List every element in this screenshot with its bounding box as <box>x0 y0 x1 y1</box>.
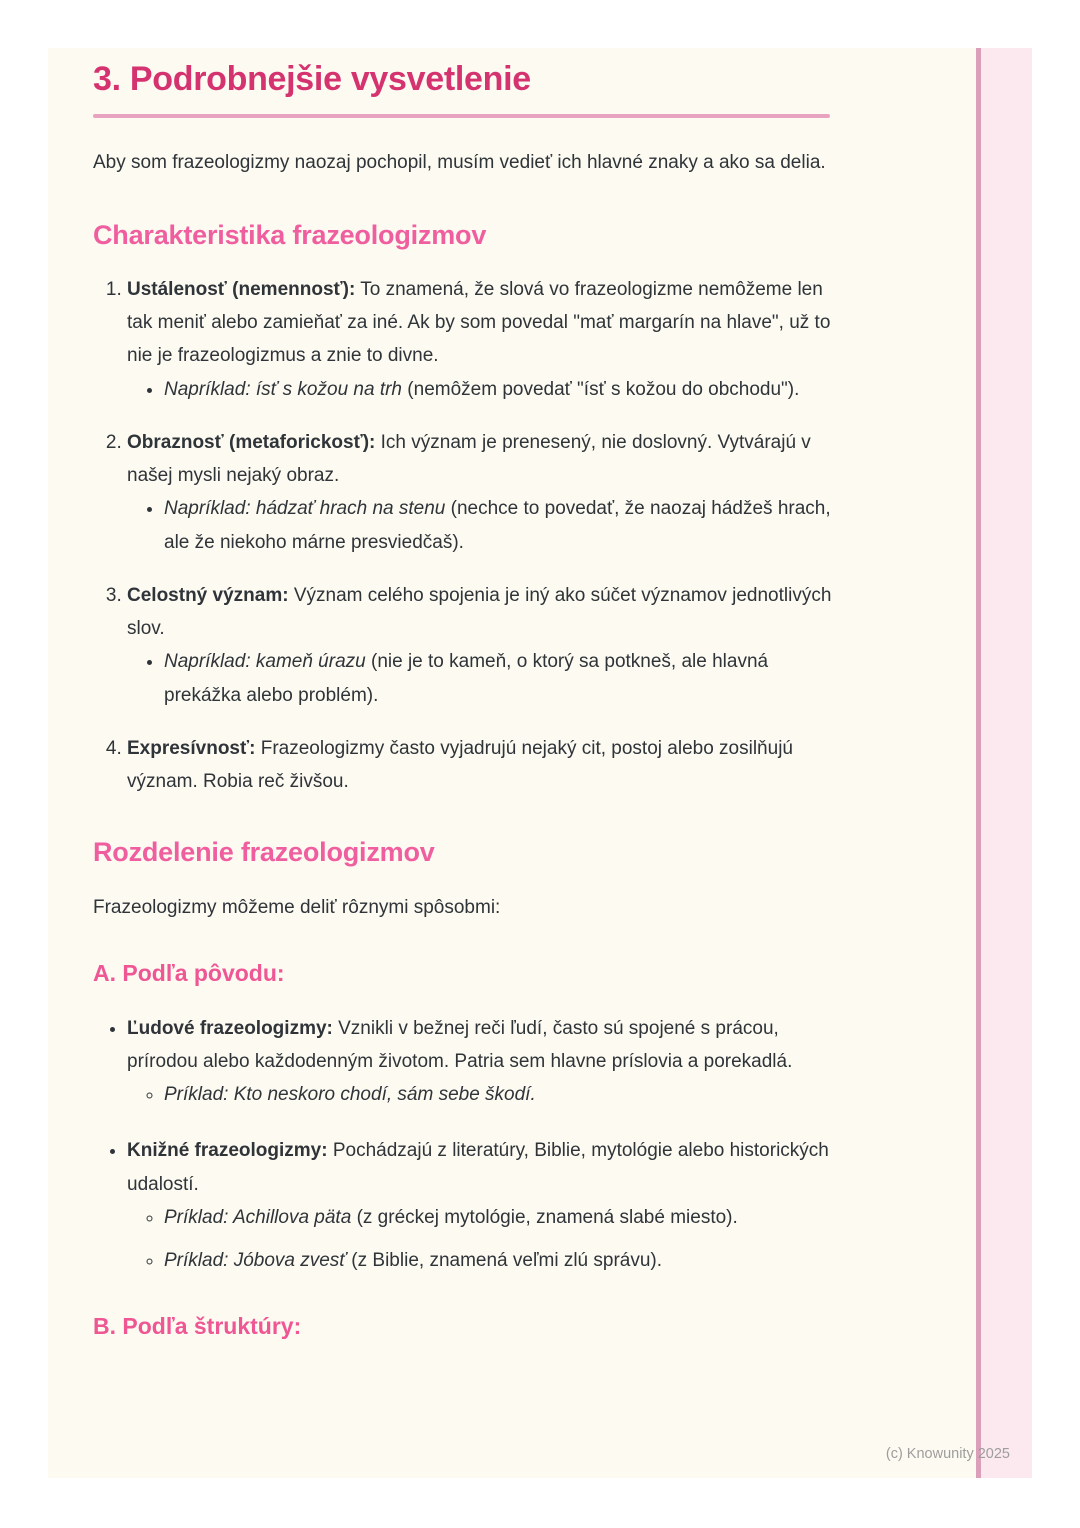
list-item-obraznost <box>127 426 833 559</box>
example-phrase: Príklad: Kto neskoro chodí, sám sebe škodí. <box>164 1084 536 1106</box>
example-note: (z gréckej mytológie, znamená slabé miesto). <box>351 1206 738 1228</box>
example-phrase: Príklad: Jóbova zvesť <box>164 1250 347 1272</box>
item-term: Celostný význam: <box>127 584 289 606</box>
example-item <box>164 645 833 712</box>
intro-paragraph: Aby som frazeologizmy naozaj pochopil, musím vedieť ich hlavné znaky a ako sa delia. <box>93 151 826 173</box>
example-list <box>127 492 833 559</box>
origin-list <box>93 1012 833 1278</box>
notes-card <box>48 48 1032 1478</box>
list-item-expresivnost <box>127 732 833 799</box>
characteristics-list <box>93 273 833 799</box>
example-list <box>127 1201 833 1278</box>
example-item <box>164 492 833 559</box>
example-phrase: Príklad: Achillova päta <box>164 1206 352 1228</box>
division-intro: Frazeologizmy môžeme deliť rôznymi spôsobmi: <box>93 896 501 918</box>
example-list <box>127 645 833 712</box>
item-text: To znamená, že slová vo frazeologizme nemôžeme len tak meniť alebo zamieňať za iné. Ak by som povedal "mať margarín na hlave", už to nie je frazeologizmus a znie to divne. <box>127 278 831 367</box>
example-note: (z Biblie, znamená veľmi zlú správu). <box>346 1250 663 1272</box>
item-term: Ľudové frazeologizmy: <box>127 1017 333 1039</box>
list-item-knizne <box>127 1134 833 1277</box>
example-list <box>127 373 833 406</box>
example-item <box>164 373 833 406</box>
page-title: 3. Podrobnejšie vysvetlenie <box>93 60 531 98</box>
section-heading-division: Rozdelenie frazeologizmov <box>93 837 435 868</box>
example-list <box>127 1078 833 1111</box>
title-underline <box>93 114 830 118</box>
item-text: Pochádzajú z literatúry, Biblie, mytológie alebo historických udalostí. <box>127 1140 829 1195</box>
item-term: Obraznosť (metaforickosť): <box>127 431 376 453</box>
example-note: (nechce to povedať, že naozaj hádžeš hrach, ale že niekoho márne presviedčaš). <box>164 498 831 553</box>
accent-bar <box>976 48 1032 1478</box>
list-item-celostny-vyznam <box>127 579 833 712</box>
example-item <box>164 1201 833 1234</box>
example-item <box>164 1078 833 1111</box>
item-text: Vznikli v bežnej reči ľudí, často sú spojené s prácou, prírodou alebo každodenným životom. Patria sem hlavne príslovia a porekadlá. <box>127 1017 793 1072</box>
item-text: Frazeologizmy často vyjadrujú nejaký cit, postoj alebo zosilňujú význam. Robia reč živšou. <box>127 737 793 793</box>
list-item-ludove <box>127 1012 833 1112</box>
example-note: (nemôžem povedať "ísť s kožou do obchodu"). <box>402 378 800 400</box>
item-text: Význam celého spojenia je iný ako súčet významov jednotlivých slov. <box>127 584 832 640</box>
item-text: Ich význam je prenesený, nie doslovný. Vytvárajú v našej mysli nejaký obraz. <box>127 431 811 487</box>
subsection-heading-origin: A. Podľa pôvodu: <box>93 960 285 987</box>
list-item-ustalenost <box>127 273 833 406</box>
item-term: Ustálenosť (nemennosť): <box>127 278 356 300</box>
example-note: (nie je to kameň, o ktorý sa potkneš, ale hlavná prekážka alebo problém). <box>164 651 769 706</box>
item-term: Knižné frazeologizmy: <box>127 1140 328 1162</box>
item-term: Expresívnosť: <box>127 737 256 759</box>
example-item <box>164 1244 833 1277</box>
example-phrase: Napríklad: hádzať hrach na stenu <box>164 498 446 520</box>
copyright-text: (c) Knowunity 2025 <box>885 1446 1010 1462</box>
example-phrase: Napríklad: kameň úrazu <box>164 651 366 673</box>
subsection-heading-structure: B. Podľa štruktúry: <box>93 1313 302 1340</box>
section-heading-characteristics: Charakteristika frazeologizmov <box>93 219 487 250</box>
content <box>93 48 833 1341</box>
example-phrase: Napríklad: ísť s kožou na trh <box>164 378 403 400</box>
